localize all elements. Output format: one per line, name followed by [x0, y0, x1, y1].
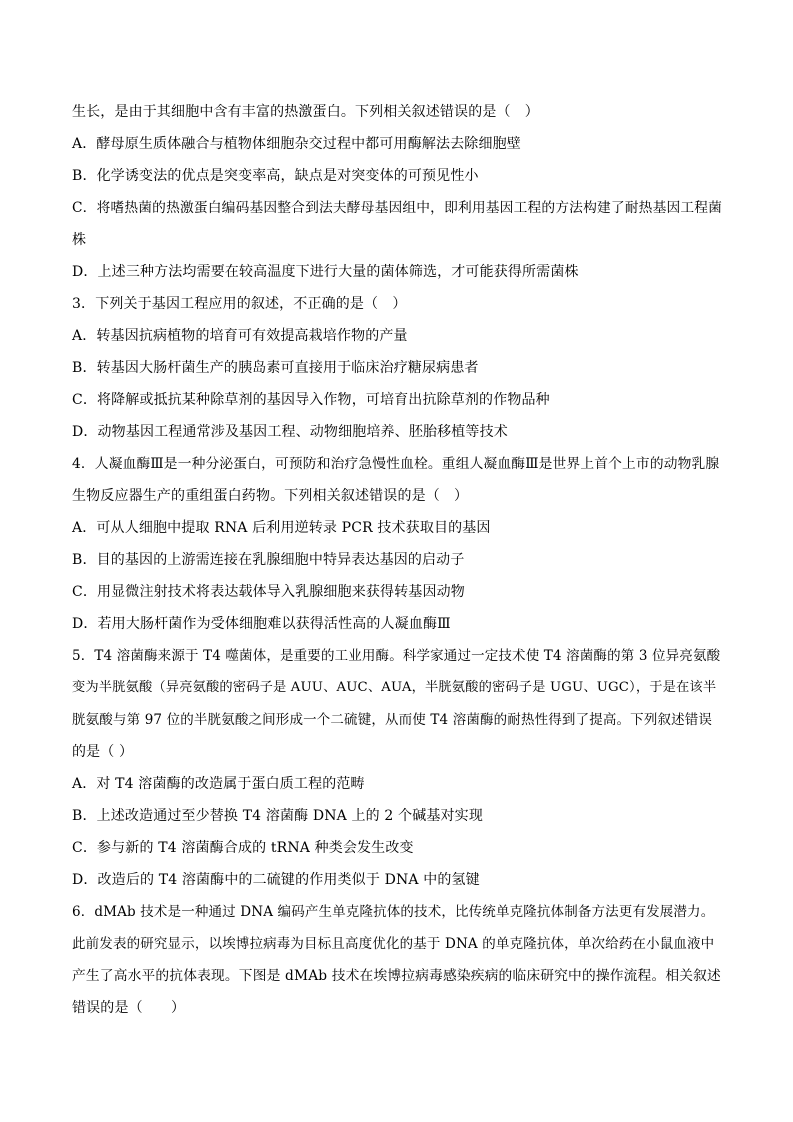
q3-option-d: D．动物基因工程通常涉及基因工程、动物细胞培养、胚胎移植等技术 [72, 424, 508, 440]
q2-option-c-continuation: 株 [72, 232, 87, 248]
q5-stem: 5．T4 溶菌酶来源于 T4 噬菌体，是重要的工业用酶。科学家通过一定技术使 T4 溶菌酶的第 3 位异亮氨酸 [72, 648, 721, 664]
q5-stem-line-2: 变为半胱氨酸（异亮氨酸的密码子是 AUU、AUC、AUA，半胱氨酸的密码子是 UGU、UGC），于是在该半 [72, 680, 717, 695]
q5-stem-line-3: 胱氨酸与第 97 位的半胱氨酸之间形成一个二硫键，从而使 T4 溶菌酶的耐热性得到了提高。下列叙述错误 [72, 712, 713, 728]
q5-option-a: A．对 T4 溶菌酶的改造属于蛋白质工程的范畴 [72, 776, 365, 792]
q2-stem-continuation: 生长，是由于其细胞中含有丰富的热激蛋白。下列相关叙述错误的是（ ） [72, 104, 539, 120]
q6-stem-line-2: 此前发表的研究显示，以埃博拉病毒为目标且高度优化的基于 DNA 的单克隆抗体，单次给药在小鼠血液中 [72, 936, 715, 952]
q6-stem-line-4: 错误的是（ ） [72, 1000, 186, 1016]
question-text-block [72, 96, 722, 1024]
q5-stem-line-4: 的是（ ） [72, 744, 134, 760]
q4-option-c: C．用显微注射技术将表达载体导入乳腺细胞来获得转基因动物 [72, 584, 465, 600]
q3-option-c: C．将降解或抵抗某种除草剂的基因导入作物，可培育出抗除草剂的作物品种 [72, 392, 550, 408]
q2-option-a: A．酵母原生质体融合与植物体细胞杂交过程中都可用酶解法去除细胞壁 [72, 136, 521, 152]
q4-option-a: A．可从人细胞中提取 RNA 后利用逆转录 PCR 技术获取目的基因 [72, 520, 491, 536]
q4-option-b: B．目的基因的上游需连接在乳腺细胞中特异表达基因的启动子 [72, 552, 465, 568]
q3-option-a: A．转基因抗病植物的培育可有效提高栽培作物的产量 [72, 328, 408, 344]
q2-option-c: C．将嗜热菌的热激蛋白编码基因整合到法夫酵母基因组中，即利用基因工程的方法构建了耐热基因工程菌 [72, 200, 723, 216]
q6-stem-line-3: 产生了高水平的抗体表现。下图是 dMAb 技术在埃博拉病毒感染疾病的临床研究中的操作流程。相关叙述 [72, 968, 721, 984]
q4-stem-continuation: 生物反应器生产的重组蛋白药物。下列相关叙述错误的是（ ） [72, 488, 469, 504]
q3-option-b: B．转基因大肠杆菌生产的胰岛素可直接用于临床治疗糖尿病患者 [72, 360, 479, 376]
q5-option-b: B．上述改造通过至少替换 T4 溶菌酶 DNA 上的 2 个碱基对实现 [72, 808, 483, 824]
q4-stem: 4．人凝血酶Ⅲ是一种分泌蛋白，可预防和治疗急慢性血栓。重组人凝血酶Ⅲ是世界上首个上市的动物乳腺 [72, 456, 720, 472]
q6-stem: 6．dMAb 技术是一种通过 DNA 编码产生单克隆抗体的技术，比传统单克隆抗体制备方法更有发展潜力。 [72, 904, 715, 920]
q2-option-b: B．化学诱变法的优点是突变率高，缺点是对突变体的可预见性小 [72, 168, 479, 184]
q4-option-d: D．若用大肠杆菌作为受体细胞难以获得活性高的人凝血酶Ⅲ [72, 616, 451, 632]
q5-option-d: D．改造后的 T4 溶菌酶中的二硫键的作用类似于 DNA 中的氢键 [72, 872, 480, 888]
q2-option-d: D．上述三种方法均需要在较高温度下进行大量的菌体筛选，才可能获得所需菌株 [72, 264, 579, 280]
q3-stem: 3．下列关于基因工程应用的叙述，不正确的是（ ） [72, 296, 407, 312]
q5-option-c: C．参与新的 T4 溶菌酶合成的 tRNA 种类会发生改变 [72, 840, 414, 856]
